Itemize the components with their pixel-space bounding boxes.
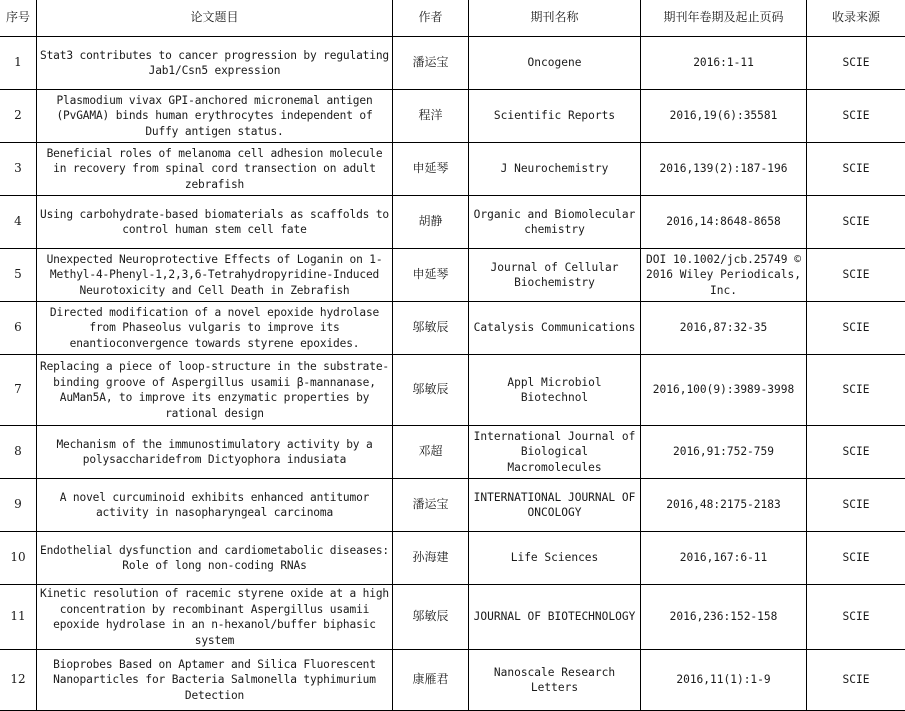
cell-journal: Scientific Reports [469,90,641,143]
cell-journal: Catalysis Communications [469,302,641,355]
cell-source: SCIE [807,302,905,355]
table-row [0,585,905,650]
header-row [0,0,905,37]
cell-index: 5 [0,249,37,302]
cell-source: SCIE [807,585,905,650]
cell-source: SCIE [807,650,905,711]
cell-author: 申延琴 [393,249,469,302]
cell-title: A novel curcuminoid exhibits enhanced antitumor activity in nasopharyngeal carcinoma [37,479,393,532]
header-index: 序号 [0,0,37,37]
cell-journal: Nanoscale Research Letters [469,650,641,711]
cell-author: 潘运宝 [393,37,469,90]
header-title: 论文题目 [37,0,393,37]
cell-author: 程洋 [393,90,469,143]
cell-journal: Journal of Cellular Biochemistry [469,249,641,302]
cell-journal: Organic and Biomolecular chemistry [469,196,641,249]
table-row [0,650,905,711]
cell-volume-pages: 2016,100(9):3989-3998 [641,355,807,426]
cell-title: Plasmodium vivax GPI-anchored micronemal antigen (PvGAMA) binds human erythrocytes independent of Duffy antigen status. [37,90,393,143]
cell-author: 胡静 [393,196,469,249]
cell-volume-pages: 2016,87:32-35 [641,302,807,355]
cell-author: 邓超 [393,426,469,479]
table-row [0,143,905,196]
cell-title: Bioprobes Based on Aptamer and Silica Fluorescent Nanoparticles for Bacteria Salmonella typhimurium Detection [37,650,393,711]
table-row [0,426,905,479]
cell-volume-pages: 2016:1-11 [641,37,807,90]
cell-title: Unexpected Neuroprotective Effects of Loganin on 1-Methyl-4-Phenyl-1,2,3,6-Tetrahydropyridine-Induced Neurotoxicity and Cell Death in Zebrafish [37,249,393,302]
cell-index: 2 [0,90,37,143]
cell-source: SCIE [807,479,905,532]
cell-source: SCIE [807,249,905,302]
cell-author: 康雁君 [393,650,469,711]
cell-index: 10 [0,532,37,585]
cell-index: 1 [0,37,37,90]
cell-title: Mechanism of the immunostimulatory activity by a polysaccharidefrom Dictyophora indusiata [37,426,393,479]
cell-author: 邬敏辰 [393,302,469,355]
cell-journal: INTERNATIONAL JOURNAL OF ONCOLOGY [469,479,641,532]
table-row [0,90,905,143]
cell-index: 4 [0,196,37,249]
cell-volume-pages: 2016,139(2):187-196 [641,143,807,196]
cell-index: 7 [0,355,37,426]
cell-journal: J Neurochemistry [469,143,641,196]
cell-title: Replacing a piece of loop-structure in the substrate-binding groove of Aspergillus usamii β-mannanase, AuMan5A, to improve its enzymatic properties by rational design [37,355,393,426]
table-row [0,37,905,90]
cell-volume-pages: 2016,236:152-158 [641,585,807,650]
cell-title: Beneficial roles of melanoma cell adhesion molecule in recovery from spinal cord transection on adult zebrafish [37,143,393,196]
cell-author: 孙海建 [393,532,469,585]
header-source: 收录来源 [807,0,905,37]
cell-index: 3 [0,143,37,196]
cell-source: SCIE [807,90,905,143]
cell-volume-pages: 2016,48:2175-2183 [641,479,807,532]
cell-volume-pages: 2016,19(6):35581 [641,90,807,143]
cell-source: SCIE [807,37,905,90]
cell-volume-pages: 2016,91:752-759 [641,426,807,479]
table-row [0,196,905,249]
cell-source: SCIE [807,532,905,585]
cell-journal: Life Sciences [469,532,641,585]
cell-index: 9 [0,479,37,532]
cell-author: 申延琴 [393,143,469,196]
table-row [0,532,905,585]
cell-volume-pages: 2016,167:6-11 [641,532,807,585]
cell-journal: Appl Microbiol Biotechnol [469,355,641,426]
table-row [0,302,905,355]
cell-title: Using carbohydrate-based biomaterials as scaffolds to control human stem cell fate [37,196,393,249]
cell-author: 潘运宝 [393,479,469,532]
cell-index: 6 [0,302,37,355]
cell-title: Kinetic resolution of racemic styrene oxide at a high concentration by recombinant Aspergillus usamii epoxide hydrolase in an n-hexanol/buffer biphasic system [37,585,393,650]
cell-author: 邬敏辰 [393,585,469,650]
cell-volume-pages: 2016,11(1):1-9 [641,650,807,711]
cell-index: 12 [0,650,37,711]
header-volume-pages: 期刊年卷期及起止页码 [641,0,807,37]
cell-journal: International Journal of Biological Macromolecules [469,426,641,479]
table-row [0,249,905,302]
cell-index: 11 [0,585,37,650]
cell-author: 邬敏辰 [393,355,469,426]
header-journal: 期刊名称 [469,0,641,37]
cell-source: SCIE [807,355,905,426]
cell-title: Directed modification of a novel epoxide hydrolase from Phaseolus vulgaris to improve its enantioconvergence towards styrene epoxides. [37,302,393,355]
cell-index: 8 [0,426,37,479]
cell-source: SCIE [807,143,905,196]
table-row [0,479,905,532]
cell-title: Endothelial dysfunction and cardiometabolic diseases: Role of long non-coding RNAs [37,532,393,585]
cell-journal: Oncogene [469,37,641,90]
cell-volume-pages: 2016,14:8648-8658 [641,196,807,249]
cell-source: SCIE [807,426,905,479]
header-author: 作者 [393,0,469,37]
cell-volume-pages: DOI 10.1002/jcb.25749 © 2016 Wiley Periodicals, Inc. [641,249,807,302]
cell-journal: JOURNAL OF BIOTECHNOLOGY [469,585,641,650]
table-row [0,355,905,426]
cell-source: SCIE [807,196,905,249]
cell-title: Stat3 contributes to cancer progression by regulating Jab1/Csn5 expression [37,37,393,90]
